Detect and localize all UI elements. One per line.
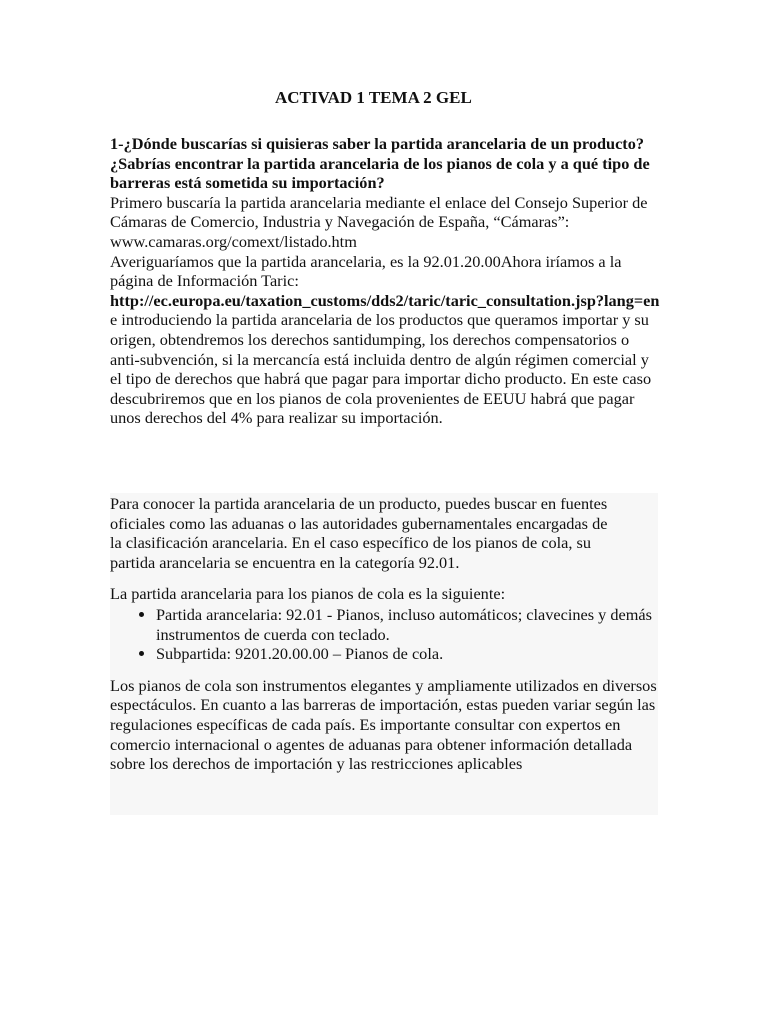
answer-paragraph-2: Averiguaríamos que la partida arancelaria, es la 92.01.20.00Ahora iríamos a la página de Información Taric: [110, 251, 622, 291]
tariff-list [110, 605, 658, 664]
box-paragraph-3: Los pianos de cola son instrumentos elegantes y ampliamente utilizados en diversos espectáculos. En cuanto a las barreras de importación, estas pueden variar según las regulaciones específicas de cada país. Es importante consultar con expertos en comercio internacional o agentes de aduanas para obtener información detallada sobre los derechos de importación y las restricciones aplicables [110, 675, 657, 774]
question-text: 1-¿Dónde buscarías si quisieras saber la partida arancelaria de un producto? ¿Sabrías encontrar la partida arancelaria de los pianos de cola y a qué tipo de barreras está sometida su importación? [110, 134, 650, 193]
list-item: • Partida arancelaria: 92.01 - Pianos, incluso automáticos; clavecines y demás instrumentos de cuerda con teclado. [156, 605, 658, 644]
highlighted-content [110, 494, 658, 774]
box-paragraph-2: La partida arancelaria para los pianos de cola es la siguiente: [110, 584, 506, 604]
answer-paragraph-1: Primero buscaría la partida arancelaria mediante el enlace del Consejo Superior de Cámaras de Comercio, Industria y Navegación de España, “Cámaras”: www.camaras.org/comext/listado.htm [110, 192, 648, 251]
box-paragraph-1: Para conocer la partida arancelaria de un producto, puedes buscar en fuentes oficiales como las aduanas o las autoridades gubernamentales encargadas de la clasificación arancelaria. En el caso específico de los pianos de cola, su partida arancelaria se encuentra en la categoría 92.01. [110, 494, 608, 572]
taric-link[interactable]: http://ec.europa.eu/taxation_customs/dds2/taric/taric_consultation.jsp?lang=en [110, 290, 660, 310]
answer-section [110, 134, 662, 428]
answer-paragraph-3: e introduciendo la partida arancelaria de los productos que queramos importar y su origen, obtendremos los derechos santidumping, los derechos compensatorios o anti-subvención, si la mercancía está incluida dentro de algún régimen comercial y el tipo de derechos que habrá que pagar para importar dicho producto. En este caso descubriremos que en los pianos de cola provenientes de EEUU habrá que pagar unos derechos del 4% para realizar su importación. [110, 310, 652, 428]
document-title: ACTIVAD 1 TEMA 2 GEL [275, 88, 472, 107]
list-item: • Subpartida: 9201.20.00.00 – Pianos de cola. [156, 644, 658, 664]
